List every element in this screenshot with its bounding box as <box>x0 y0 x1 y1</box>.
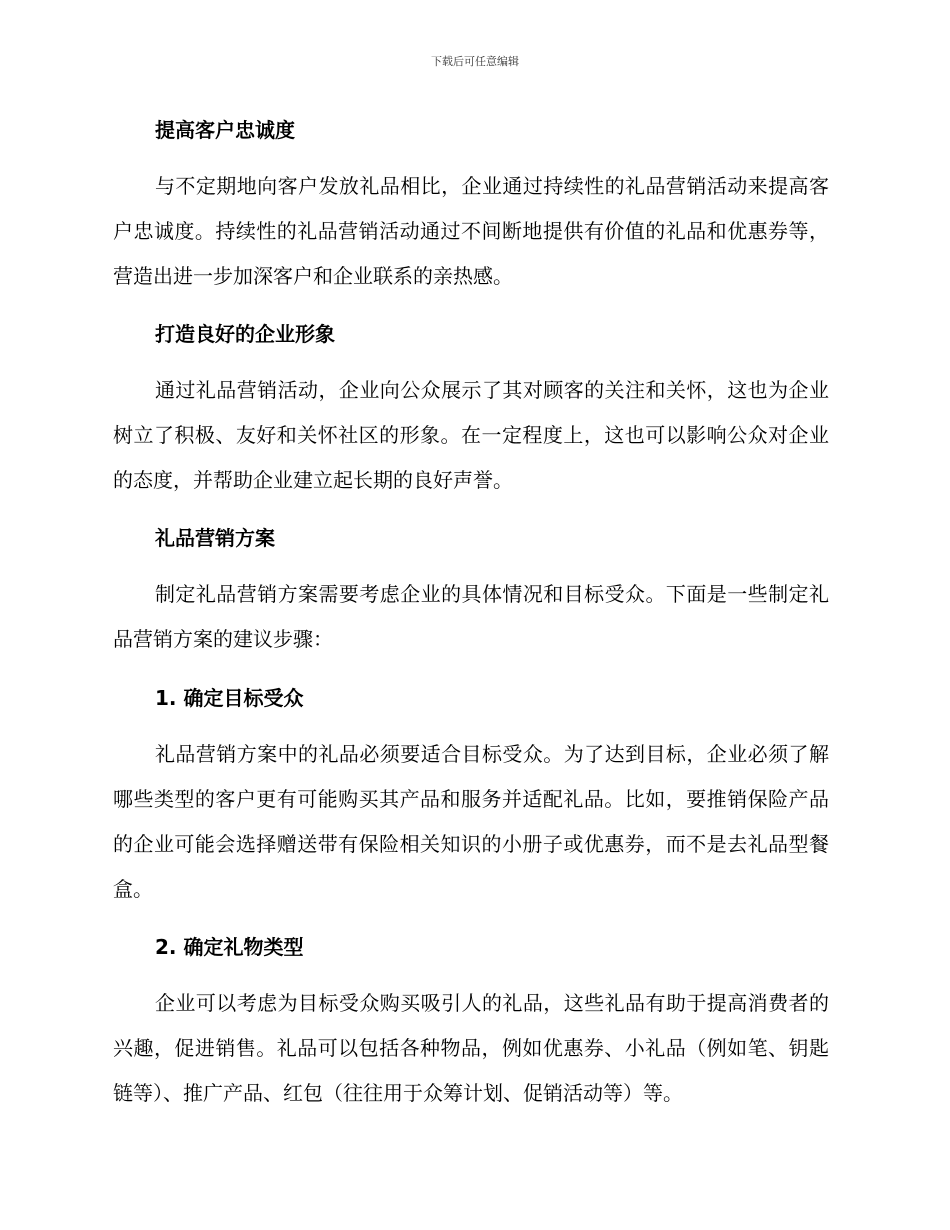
section-heading-target-audience: 1. 确定目标受众 <box>155 686 304 710</box>
section-paragraph-gift-marketing-plan: 制定礼品营销方案需要考虑企业的具体情况和目标受众。下面是一些制定礼品营销方案的建议步骤： <box>113 582 829 651</box>
section-paragraph-corporate-image: 通过礼品营销活动，企业向公众展示了其对顾客的关注和关怀，这也为企业树立了积极、友好和关怀社区的形象。在一定程度上，这也可以影响公众对企业的态度，并帮助企业建立起长期的良好声誉。 <box>113 378 829 492</box>
section-heading-gift-type: 2. 确定礼物类型 <box>155 935 304 959</box>
section-paragraph-target-audience: 礼品营销方案中的礼品必须要适合目标受众。为了达到目标，企业必须了解哪些类型的客户更有可能购买其产品和服务并适配礼品。比如，要推销保险产品的企业可能会选择赠送带有保险相关知识的小册子或优惠券，而不是去礼品型餐盒。 <box>113 742 829 901</box>
section-paragraph-customer-loyalty: 与不定期地向客户发放礼品相比，企业通过持续性的礼品营销活动来提高客户忠诚度。持续性的礼品营销活动通过不间断地提供有价值的礼品和优惠券等，营造出进一步加深客户和企业联系的亲热感。 <box>113 174 829 288</box>
section-paragraph-gift-type: 企业可以考虑为目标受众购买吸引人的礼品，这些礼品有助于提高消费者的兴趣，促进销售。礼品可以包括各种物品，例如优惠券、小礼品（例如笔、钥匙链等）、推广产品、红包（往往用于众筹计划、促销活动等）等。 <box>113 991 829 1105</box>
section-heading-gift-marketing-plan: 礼品营销方案 <box>155 526 275 550</box>
page-header: 下载后可任意编辑 <box>431 55 519 68</box>
section-heading-customer-loyalty: 提高客户忠诚度 <box>155 118 295 142</box>
section-heading-corporate-image: 打造良好的企业形象 <box>155 322 335 346</box>
